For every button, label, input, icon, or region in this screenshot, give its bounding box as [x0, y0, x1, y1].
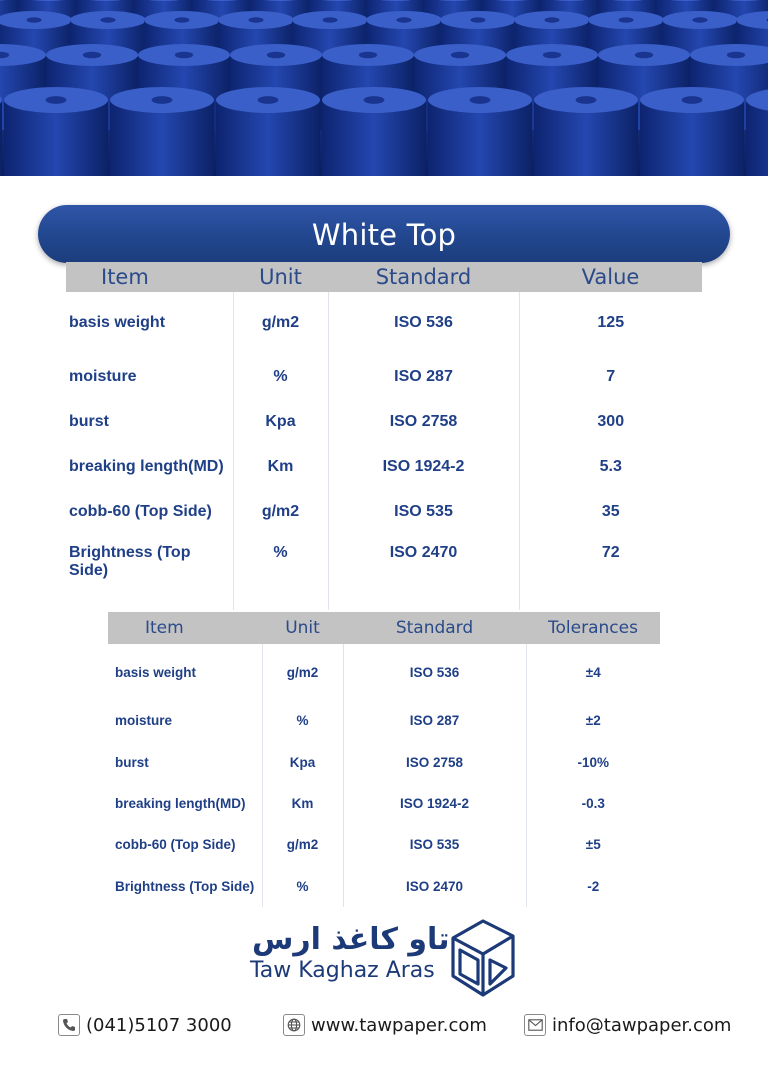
paper-roll-core — [544, 17, 559, 22]
paper-roll-core — [175, 52, 193, 59]
cube-logo-icon — [450, 918, 516, 998]
cell-standard: ISO 1924-2 — [343, 783, 526, 824]
logo-name-persian: تاو کاغذ ارس — [252, 922, 450, 957]
paper-roll-core — [258, 96, 279, 104]
tolerance-header-row — [108, 612, 660, 644]
column-header-tolerances: Tolerances — [526, 612, 660, 644]
paper-roll-core — [576, 96, 597, 104]
table-row — [108, 644, 660, 700]
paper-roll — [746, 100, 768, 176]
cell-tolerance: -0.3 — [526, 783, 660, 824]
cell-tolerance: ±5 — [526, 824, 660, 865]
paper-roll-core — [248, 17, 263, 22]
paper-roll-core — [470, 17, 485, 22]
cell-value: 5.3 — [519, 444, 702, 489]
envelope-icon — [524, 1014, 546, 1036]
table-row — [66, 399, 702, 444]
paper-roll-core — [46, 96, 67, 104]
cell-unit: Kpa — [233, 399, 328, 444]
cell-tolerance: ±2 — [526, 700, 660, 741]
cell-value: 125 — [519, 292, 702, 354]
footer-email[interactable] — [524, 1013, 731, 1037]
phone-number: (041)5107 3000 — [86, 1014, 232, 1036]
footer-website[interactable] — [283, 1013, 487, 1037]
cell-item: cobb-60 (Top Side) — [115, 837, 236, 853]
table-row — [108, 700, 660, 741]
email-address: info@tawpaper.com — [552, 1014, 732, 1036]
paper-roll-core — [396, 17, 411, 22]
cell-unit: % — [262, 700, 343, 741]
cell-standard: ISO 2758 — [343, 741, 526, 782]
table-row — [66, 444, 702, 489]
cell-value: 7 — [519, 354, 702, 399]
specs-header-row — [66, 262, 702, 292]
cell-standard: ISO 1924-2 — [328, 444, 519, 489]
website-link: www.tawpaper.com — [311, 1014, 487, 1036]
table-row — [108, 741, 660, 782]
paper-roll-core — [26, 17, 41, 22]
cell-unit: g/m2 — [233, 292, 328, 354]
column-header-unit: Unit — [262, 612, 343, 644]
cell-standard: ISO 287 — [328, 354, 519, 399]
cell-unit: % — [233, 354, 328, 399]
cell-value: 35 — [519, 489, 702, 534]
paper-roll-core — [359, 52, 377, 59]
cell-value: 72 — [519, 534, 702, 610]
table-row — [108, 824, 660, 865]
phone-icon — [58, 1014, 80, 1036]
logo-name-english: Taw Kaghaz Aras — [250, 958, 435, 983]
cell-unit: % — [262, 866, 343, 907]
paper-roll-core — [174, 17, 189, 22]
paper-roll-core — [267, 52, 285, 59]
cell-standard: ISO 535 — [343, 824, 526, 865]
table-row — [66, 354, 702, 399]
table-row — [66, 292, 702, 354]
cell-unit: g/m2 — [233, 489, 328, 534]
column-header-item: Item — [108, 612, 262, 644]
paper-roll-core — [322, 17, 337, 22]
tolerance-table — [108, 612, 660, 907]
cell-item: breaking length(MD) — [69, 457, 224, 475]
cell-unit: Kpa — [262, 741, 343, 782]
column-header-unit: Unit — [233, 262, 328, 292]
cell-unit: Km — [233, 444, 328, 489]
table-row — [66, 534, 702, 610]
cell-unit: % — [233, 534, 328, 610]
paper-roll-core — [100, 17, 115, 22]
company-logo — [250, 916, 520, 1000]
column-header-value: Value — [519, 262, 702, 292]
cell-item: breaking length(MD) — [115, 795, 246, 811]
cell-tolerance: -10% — [526, 741, 660, 782]
specs-table — [66, 262, 702, 610]
paper-roll-core — [364, 96, 385, 104]
cell-item: cobb-60 (Top Side) — [69, 502, 212, 520]
cell-standard: ISO 2470 — [343, 866, 526, 907]
table-row — [108, 783, 660, 824]
paper-roll-core — [83, 52, 101, 59]
cell-tolerance: -2 — [526, 866, 660, 907]
cell-item: moisture — [69, 367, 137, 385]
title-banner — [38, 205, 730, 263]
paper-roll-core — [618, 17, 633, 22]
cell-unit: Km — [262, 783, 343, 824]
cell-unit: g/m2 — [262, 824, 343, 865]
cell-standard: ISO 287 — [343, 700, 526, 741]
cell-item: burst — [115, 754, 149, 770]
globe-icon — [283, 1014, 305, 1036]
cell-item: basis weight — [69, 314, 166, 331]
column-header-standard: Standard — [343, 612, 526, 644]
column-header-item: Item — [66, 262, 233, 292]
paper-roll-core — [682, 96, 703, 104]
paper-roll-core — [152, 96, 173, 104]
cell-tolerance: ±4 — [526, 644, 660, 700]
page-title: White Top — [311, 218, 457, 252]
cell-item: basis weight — [115, 664, 197, 680]
column-header-standard: Standard — [328, 262, 519, 292]
paper-roll-core — [451, 52, 469, 59]
cell-item: Brightness (Top Side) — [115, 878, 255, 894]
paper-roll-core — [543, 52, 561, 59]
paper-roll-core — [635, 52, 653, 59]
cell-standard: ISO 536 — [343, 644, 526, 700]
cell-item: Brightness (Top Side) — [69, 544, 191, 579]
table-row — [108, 866, 660, 907]
footer-phone[interactable] — [58, 1013, 232, 1037]
cell-standard: ISO 2470 — [328, 534, 519, 610]
cell-item: moisture — [115, 713, 173, 729]
cell-standard: ISO 2758 — [328, 399, 519, 444]
paper-roll-core — [727, 52, 745, 59]
cell-unit: g/m2 — [262, 644, 343, 700]
table-row — [66, 489, 702, 534]
paper-roll — [0, 100, 2, 176]
cell-value: 300 — [519, 399, 702, 444]
paper-roll-core — [470, 96, 491, 104]
cell-standard: ISO 535 — [328, 489, 519, 534]
hero-image-paper-rolls — [0, 0, 768, 176]
cell-standard: ISO 536 — [328, 292, 519, 354]
paper-roll-core — [692, 17, 707, 22]
cell-item: burst — [69, 412, 109, 430]
